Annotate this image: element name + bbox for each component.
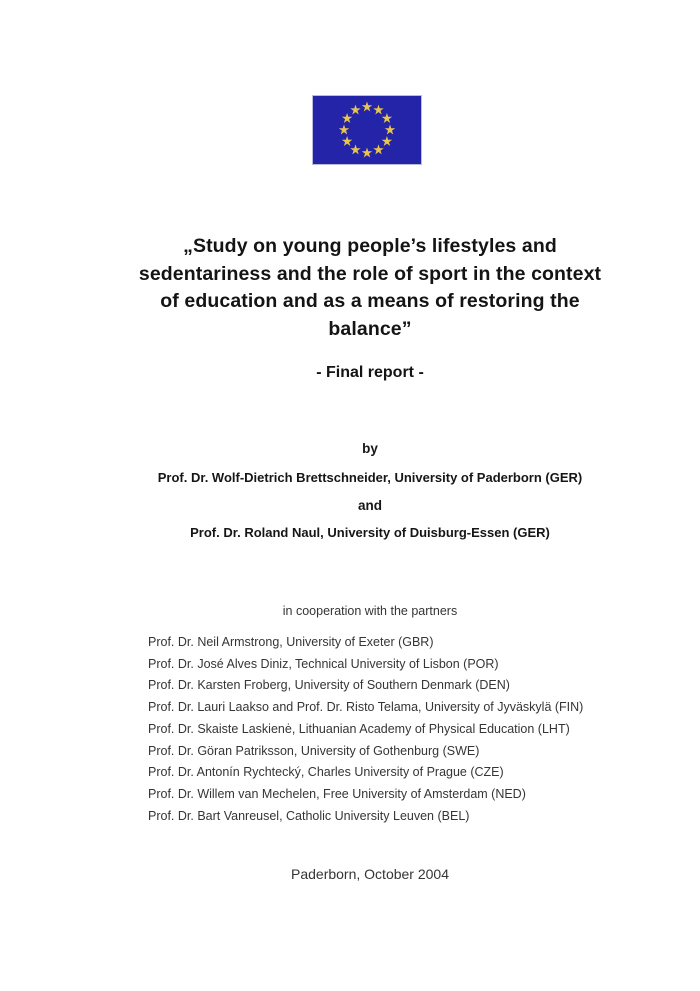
title-line: sedentariness and the role of sport in the context xyxy=(138,262,602,285)
report-title xyxy=(70,233,670,343)
byline-by: by xyxy=(362,441,378,456)
place-date: Paderborn, October 2004 xyxy=(291,866,449,882)
partner-item: Prof. Dr. Karsten Froberg, University of Southern Denmark (DEN) xyxy=(148,678,510,693)
eu-flag-graphic xyxy=(313,96,421,164)
title-line: „Study on young people’s lifestyles and xyxy=(183,235,557,257)
report-subtitle: - Final report - xyxy=(316,364,424,381)
title-line: of education and as a means of restoring the xyxy=(160,290,580,312)
partner-item: Prof. Dr. Göran Patriksson, University of Gothenburg (SWE) xyxy=(148,743,480,758)
partner-item: Prof. Dr. Antonín Rychtecký, Charles University of Prague (CZE) xyxy=(148,765,504,780)
partner-item: Prof. Dr. Skaiste Laskienė, Lithuanian Academy of Physical Education (LHT) xyxy=(148,721,570,736)
author-primary: Prof. Dr. Wolf-Dietrich Brettschneider, University of Paderborn (GER) xyxy=(157,470,583,485)
partner-item: Prof. Dr. Lauri Laakso and Prof. Dr. Risto Telama, University of Jyväskylä (FIN) xyxy=(148,700,584,715)
eu-flag-icon xyxy=(312,95,422,165)
cooperation-heading: in cooperation with the partners xyxy=(282,604,458,618)
byline-and: and xyxy=(357,498,382,513)
partners-list xyxy=(148,632,583,827)
title-line: balance” xyxy=(328,317,412,340)
partner-item: Prof. Dr. José Alves Diniz, Technical University of Lisbon (POR) xyxy=(148,656,499,671)
partner-item: Prof. Dr. Bart Vanreusel, Catholic University Leuven (BEL) xyxy=(148,808,470,823)
partner-item: Prof. Dr. Neil Armstrong, University of Exeter (GBR) xyxy=(148,635,434,649)
author-secondary: Prof. Dr. Roland Naul, University of Duisburg-Essen (GER) xyxy=(190,525,550,540)
partner-item: Prof. Dr. Willem van Mechelen, Free University of Amsterdam (NED) xyxy=(148,786,526,801)
